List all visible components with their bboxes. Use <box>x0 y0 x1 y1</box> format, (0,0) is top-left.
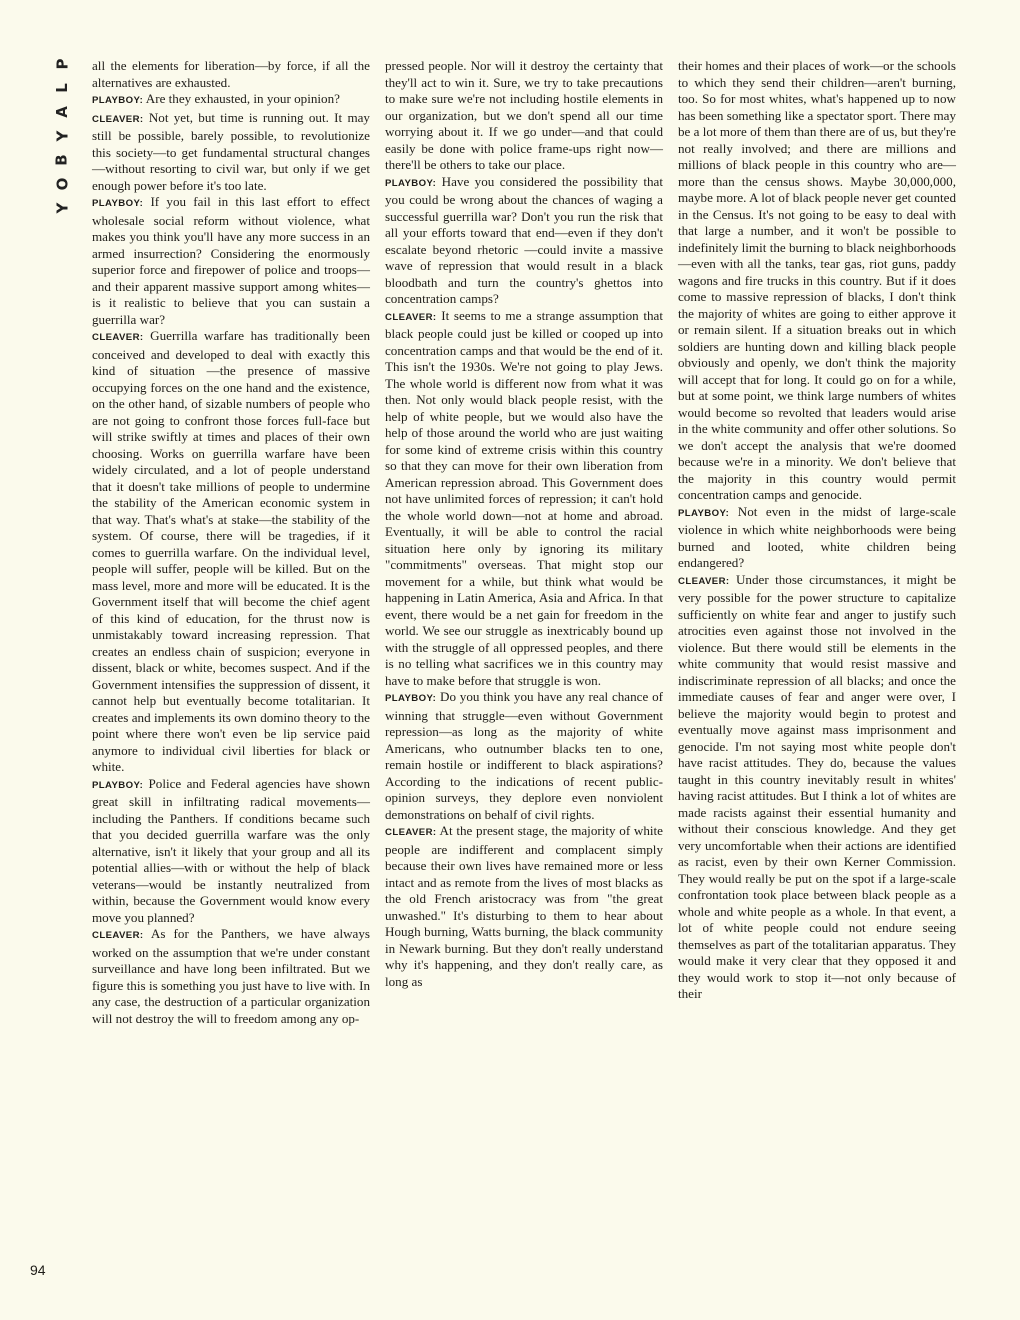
paragraph-text: Have you considered the possibility that you could be wrong about the chances of waging a successful guerrilla war? Don't you run the risk that all your efforts toward that end—even if they don't escalate beyond rhetoric —could invite a massive wave of repression that would result in a black bloodbath and turn the country's ghettos into concentration camps? <box>385 173 663 306</box>
paragraph-text: Under those circumstances, it might be very possible for the power structure to capitalize sufficiently on white fear and anger to justify such atrocities even against those not involved in the violence. But there would still be elements in the white community that would resist massive and indiscriminate repression of all blacks; and once the immediate causes of fear and anger were over, I believe the majority would begin to protest and eventually move against mass imprisonment and genocide. I'm not saying most white people don't have racist attitudes. They do, because the values taught in this country inevitably result in whites' having racist attitudes. But I think a lot of whites are made racists against their essential humanity and without their conscious knowledge. And they get very uncomfortable when their actions are identified as racist, even by their own Kerner Commission. They would really be put on the spot if a large-scale confrontation took place between black people as a whole and white people as a whole. In that event, a lot of white people could not endure seeing themselves as part of the totalitarian apparatus. They would make it very clear that they opposed it and they would work to stop it—not only because of their <box>678 571 956 1001</box>
masthead-letter: O <box>52 177 71 191</box>
masthead-letter: B <box>53 154 71 166</box>
speaker-label: CLEAVER: <box>678 575 730 587</box>
paragraph-text: all the elements for liberation—by force, if all the alternatives are exhausted. <box>92 58 370 90</box>
text-column-1 <box>92 58 370 1027</box>
paragraph-text: It seems to me a strange assumption that black people could just be killed or cooped up into concentration camps and that would be the end of it. This isn't the 1930s. We're not going to play Jews. The whole world is different now from what it was then. Not only would black people resist, with the help of white people, but we would also have the help of those around the world who are just waiting for some kind of extreme crisis within this country so that they can move for their own liberation from American repression abroad. This Government does not have unlimited forces of repression; it can't hold the whole world down—not at home and abroad. Eventually, it will be able to control the racial situation here only by ignoring its military "commitments" overseas. That might stop our movement for a while, but think what would be happening in Latin America, Asia and Africa. In that event, there would be a net gain for freedom in the world. We see our struggle as inextricably bound up with the struggle of all oppressed peoples, and there is no telling what sacrifices we in this country may have to make before that struggle is won. <box>385 307 663 688</box>
speaker-label: CLEAVER: <box>92 113 144 125</box>
speaker-label: CLEAVER: <box>385 311 437 323</box>
interview-paragraph <box>385 174 663 308</box>
speaker-label: CLEAVER: <box>92 332 144 343</box>
interview-paragraph <box>92 91 370 110</box>
speaker-label: PLAYBOY: <box>678 507 730 519</box>
speaker-label: PLAYBOY: <box>385 693 437 704</box>
masthead-letter: P <box>53 58 71 70</box>
masthead-letter: Y <box>53 130 71 142</box>
masthead-vertical <box>48 52 76 220</box>
interview-paragraph <box>92 58 370 91</box>
paragraph-text: Police and Federal agencies have shown great skill in infiltrating radical movements—including the Panthers. If conditions became such that you decided guerrilla warfare was the only alternative, isn't it likely that your group and all its potential allies—with or without the help of black veterans—would be instantly neutralized from within, because the Government would know every move you planned? <box>92 775 370 925</box>
interview-paragraph <box>385 823 663 990</box>
interview-paragraph <box>92 328 370 776</box>
interview-paragraph <box>385 689 663 823</box>
speaker-label: CLEAVER: <box>92 930 144 941</box>
interview-paragraph <box>385 58 663 174</box>
masthead-letter: L <box>53 83 71 93</box>
page-number: 94 <box>30 1262 46 1278</box>
paragraph-text: Do you think you have any real chance of winning that struggle—even without Government repression—as long as the majority of white Americans, who outnumber blacks ten to one, remain hostile or indifferent to black aspirations? According to the indications of recent public-opinion surveys, they deplore even nonviolent demonstrations on behalf of civil rights. <box>385 689 663 822</box>
interview-paragraph <box>92 926 370 1027</box>
interview-paragraph <box>385 308 663 690</box>
interview-paragraph <box>92 110 370 195</box>
paragraph-text: Guerrilla warfare has traditionally been conceived and developed to deal with exactly this kind of situation —the presence of massive occupying forces on the one hand and the existence, on the other hand, of sizable numbers of people who are not going to confront those forces full-face but will strike swiftly at times and places of their own choosing. Works on guerrilla warfare have been widely circulated, and a lot of people understand that it doesn't take millions of people to undermine the stability of the American economic system in that way. That's what's at stake—the stability of the system. Of course, there will be tragedies, if it comes to guerrilla warfare. On the individual level, people will suffer, people will be killed. But on the mass level, more and more will be educated. It is the Government itself that will become the chief agent of this kind of education, for the thrust now is unmistakably toward increasing repression. That creates an endless chain of suspicion; everyone in dissent, black or white, becomes suspect. And if the Government intensifies the suppression of dissent, it cannot help but eventually become totalitarian. It creates and implements its own domino theory to the point where there won't even be lip service paid anymore to individual civil liberties for black or white. <box>92 328 371 774</box>
interview-paragraph <box>678 504 956 572</box>
speaker-label: PLAYBOY: <box>385 177 437 189</box>
speaker-label: PLAYBOY: <box>92 779 144 791</box>
paragraph-text: As for the Panthers, we have always worked on the assumption that we're under constant surveillance and have long been infiltrated. But we figure this is something you just have to live with. In any case, the destruction of a particular organization will not destroy the will to freedom among any op- <box>92 926 370 1026</box>
speaker-label: PLAYBOY: <box>92 198 144 209</box>
interview-paragraph <box>92 776 370 927</box>
masthead-letter: Y <box>53 202 71 214</box>
speaker-label: CLEAVER: <box>385 827 437 838</box>
text-column-3 <box>678 58 956 1003</box>
paragraph-text: their homes and their places of work—or the schools to which they send their children—aren't burning, too. So for most whites, what's happened up to now has been something like a spectator sport. There may be a lot more of them than there are of us, but they're not really involved; and there are millions and millions of black people in this country who are—more than the census shows. Maybe 30,000,000, maybe more. A lot of black people never get counted in the Census. It's not going to be easy to deal with that large a number, and it won't be possible to indefinitely limit the burning to black neighborhoods—even with all the tanks, tear gas, riot guns, paddy wagons and fire trucks in this country. But if it does come to massive repression of blacks, I don't think the majority of whites are going to either approve it or remain silent. If a situation breaks out in which soldiers are hunting down and killing black people obviously and openly, we don't think the majority will accept that for long. It could go on for a while, but at some point, we think large numbers of whites would become so revolted that leaders would arise in the white community and offer other solutions. So we don't accept the analysis that we're doomed because we're in a minority. We don't believe that the majority in this country would permit concentration camps and genocide. <box>678 58 956 502</box>
interview-paragraph <box>92 194 370 328</box>
interview-paragraph <box>678 572 956 1003</box>
paragraph-text: Not yet, but time is running out. It may still be possible, barely possible, to revolutionize this society—to get fundamental structural changes—without resorting to civil war, but only if we get enough power before it's too late. <box>92 109 370 193</box>
interview-paragraph <box>678 58 956 504</box>
text-column-2 <box>385 58 663 990</box>
speaker-label: PLAYBOY: <box>92 95 144 106</box>
paragraph-text: If you fail in this last effort to effect wholesale social reform without violence, what makes you think you'll have any more success in an armed insurrection? Considering the enormously superior force and firepower of police and troops—and their apparent massive support among whites—is it realistic to believe that you can sustain a guerrilla war? <box>92 194 370 327</box>
paragraph-text: At the present stage, the majority of white people are indifferent and complacent simply because their own lives have remained more or less intact and as remote from the lives of most blacks as the old French aristocracy was from "the great unwashed." It's disturbing to them to hear about Hough burning, Watts burning, the black community in Newark burning. But they don't really understand why it's happening, and they don't really care, as long as <box>385 823 663 989</box>
paragraph-text: pressed people. Nor will it destroy the certainty that they'll act to win it. Sure, we try to take precautions to make sure we're not including hostile elements in our organization, but we don't spend all our time worrying about it. If we go under—and that could easily be done with police frame-ups right now—there'll be others to take our place. <box>385 58 663 172</box>
paragraph-text: Not even in the midst of large-scale violence in which white neighborhoods were being burned and looted, white children being endangered? <box>678 503 956 570</box>
paragraph-text: Are they exhausted, in your opinion? <box>145 91 340 106</box>
masthead-letter: A <box>52 106 71 118</box>
